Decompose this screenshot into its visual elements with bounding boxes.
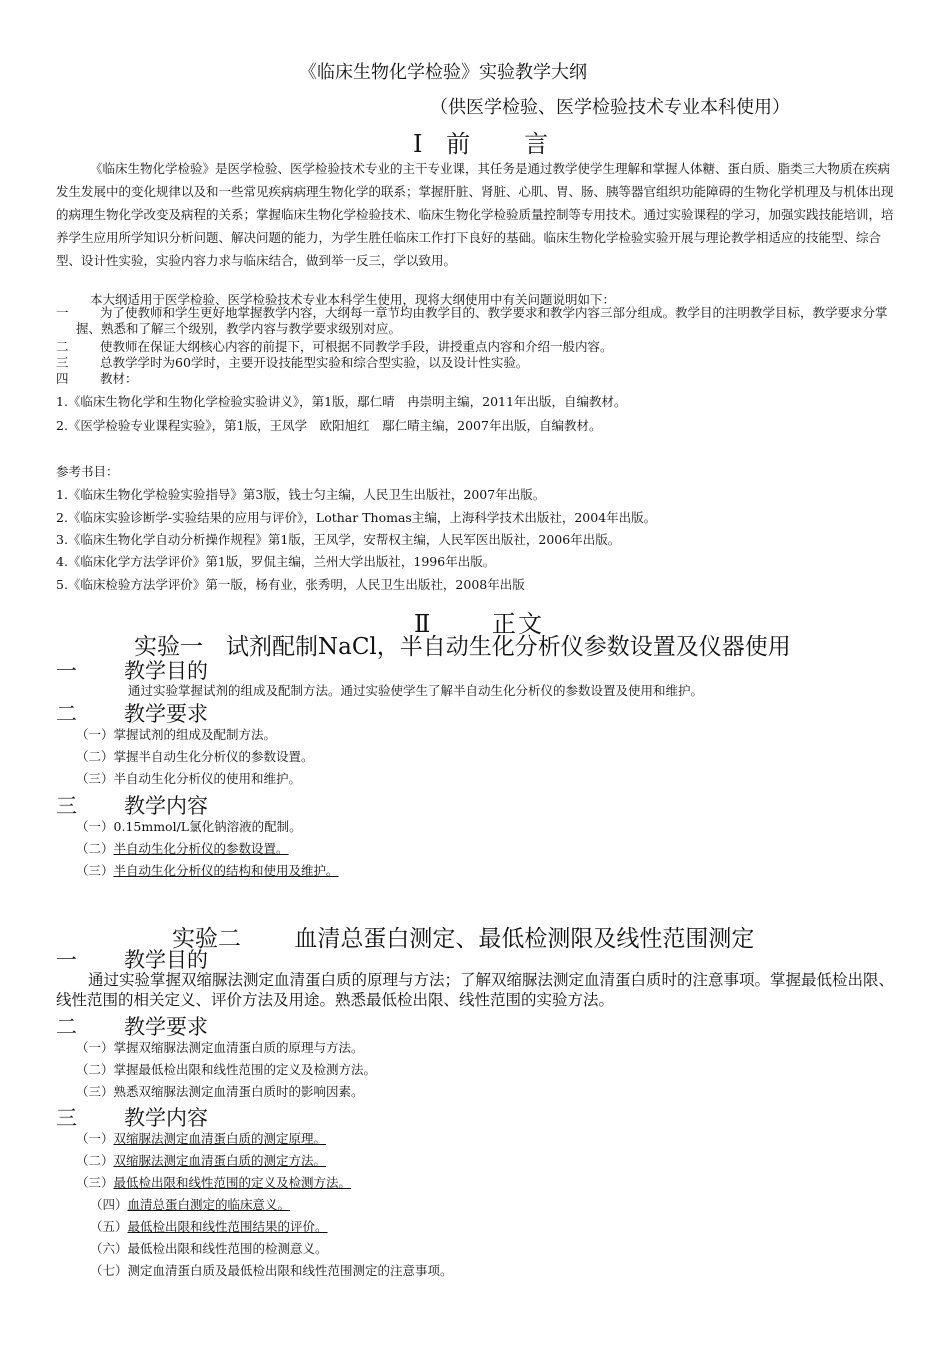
item-text: 半自动生化分析仪的参数设置。 (113, 841, 289, 856)
content-item (76, 1129, 326, 1147)
section-title: 前 言 (446, 130, 551, 158)
item-text: 熟悉双缩脲法测定血清蛋白质时的影响因素。 (113, 1084, 364, 1099)
experiment-title (172, 920, 754, 953)
teaching-goal-text: 通过实验掌握双缩脲法测定血清蛋白质的原理与方法；了解双缩脲法测定血清蛋白质时的注意事项。掌握最低检出限、线性范围的相关定义、评价方法及用途。熟悉最低检出限、线性范围的实验方法。 (56, 971, 895, 1009)
references-label: 参考书目： (56, 464, 119, 479)
item-text: 半自动生化分析仪的结构和使用及维护。 (113, 863, 339, 878)
intro-item-text: 使教师在保证大纲核心内容的前提下，可根据不同教学手段，讲授重点内容和介绍一般内容。 (100, 339, 613, 354)
section-number: Ⅰ (413, 130, 425, 158)
content-item (76, 839, 289, 857)
heading-number: 一 (56, 659, 77, 683)
textbook-item: 2.《医学检验专业课程实验》，第1版，王凤学 欧阳旭红 鄢仁晴主编，2007年出版，自编教材。 (56, 418, 602, 433)
item-text: 掌握双缩脲法测定血清蛋白质的原理与方法。 (113, 1040, 364, 1055)
content-item (76, 1151, 326, 1169)
content-item (90, 1261, 453, 1279)
heading-number: 二 (56, 702, 77, 726)
item-text: 掌握试剂的组成及配制方法。 (113, 727, 277, 742)
heading-teaching-content: 教学内容 (124, 1106, 208, 1130)
requirement-item (76, 747, 314, 765)
item-text: 最低检出限和线性范围结果的评价。 (127, 1219, 328, 1234)
item-number: （一） (76, 1040, 114, 1055)
requirement-item (76, 769, 301, 787)
section-number: Ⅱ (414, 610, 433, 638)
reference-item: 4.《临床化学方法学评价》第1版，罗侃主编，兰州大学出版社，1996年出版。 (56, 554, 496, 569)
reference-item: 2.《临床实验诊断学-实验结果的应用与评价》，Lothar Thomas主编，上海科学技术出版社，2004年出版。 (56, 510, 657, 525)
content-item (76, 1173, 351, 1191)
content-item (90, 1239, 328, 1257)
heading-number: 三 (56, 794, 77, 818)
item-text: 掌握最低检出限和线性范围的定义及检测方法。 (113, 1062, 377, 1077)
requirement-item (76, 1060, 376, 1078)
intro-item-text: 总教学学时为60学时，主要开设技能型实验和综合型实验，以及设计性实验。 (100, 355, 529, 370)
item-number: （六） (90, 1241, 128, 1256)
reference-item: 5.《临床检验方法学评价》第一版，杨有业，张秀明，人民卫生出版社，2008年出版 (56, 577, 525, 592)
item-text: 掌握半自动生化分析仪的参数设置。 (113, 749, 314, 764)
item-text: 最低检出限和线性范围的检测意义。 (127, 1241, 328, 1256)
heading-number: 三 (56, 1106, 77, 1130)
requirement-item (76, 1082, 364, 1100)
item-number: （七） (90, 1263, 128, 1278)
item-text: 0.15mmol/L氯化钠溶液的配制。 (113, 819, 302, 834)
heading-number: 二 (56, 1015, 77, 1039)
item-number: （五） (90, 1219, 128, 1234)
heading-teaching-goal: 教学目的 (124, 948, 208, 972)
intro-usage-note: 本大纲适用于医学检验、医学检验技术专业本科学生使用，现将大纲使用中有关问题说明如下： (90, 292, 616, 307)
item-text: 最低检出限和线性范围的定义及检测方法。 (113, 1175, 352, 1190)
intro-item-num: 二 (56, 339, 69, 354)
content-item (76, 861, 339, 879)
section-title: 正文 (491, 610, 544, 638)
heading-number: 一 (56, 948, 77, 972)
content-item (76, 817, 302, 835)
item-text: 双缩脲法测定血清蛋白质的测定方法。 (113, 1153, 327, 1168)
item-text: 血清总蛋白测定的临床意义。 (127, 1197, 291, 1212)
item-number: （三） (76, 863, 114, 878)
item-text: 测定血清蛋白质及最低检出限和线性范围测定的注意事项。 (127, 1263, 453, 1278)
intro-item-num: 四 (56, 371, 69, 386)
textbook-item: 1.《临床生物化学和生物化学检验实验讲义》，第1版，鄢仁晴 冉崇明主编，2011年出版，自编教材。 (56, 394, 627, 409)
item-number: （三） (76, 771, 114, 786)
section-heading-preface (413, 124, 550, 159)
item-number: （一） (76, 819, 114, 834)
item-number: （一） (76, 727, 114, 742)
item-number: （二） (76, 1153, 114, 1168)
item-text: 半自动生化分析仪的使用和维护。 (113, 771, 302, 786)
item-number: （一） (76, 1131, 114, 1146)
heading-teaching-content: 教学内容 (124, 794, 208, 818)
item-number: （二） (76, 1062, 114, 1077)
item-number: （二） (76, 749, 114, 764)
document-subtitle: （供医学检验、医学检验技术专业本科使用） (430, 97, 790, 118)
heading-teaching-requirements: 教学要求 (124, 702, 208, 726)
item-number: （四） (90, 1197, 128, 1212)
item-text: 双缩脲法测定血清蛋白质的测定原理。 (113, 1131, 327, 1146)
item-number: （二） (76, 841, 114, 856)
heading-teaching-requirements: 教学要求 (124, 1015, 208, 1039)
content-item (90, 1195, 290, 1213)
reference-item: 3.《临床生物化学自动分析操作规程》第1版，王凤学，安帮权主编，人民军医出版社，2006年出版。 (56, 532, 621, 547)
item-number: （三） (76, 1175, 114, 1190)
experiment-title: 实验一 试剂配制NaCl，半自动生化分析仪参数设置及仪器使用 (134, 634, 791, 660)
item-number: （三） (76, 1084, 114, 1099)
intro-item-text: 为了使教师和学生更好地掌握教学内容，大纲每一章节均由教学目的、教学要求和教学内容三部分组成。教学目的注明教学目标，教学要求分掌握、熟悉和了解三个级别，教学内容与教学要求级别对应。 (76, 305, 888, 336)
experiment-name: 血清总蛋白测定、最低检测限及线性范围测定 (294, 926, 755, 952)
teaching-goal-text: 通过实验掌握试剂的组成及配制方法。通过实验使学生了解半自动生化分析仪的参数设置及使用和维护。 (128, 683, 704, 698)
intro-item-num: 一 (56, 305, 69, 320)
content-item (90, 1217, 328, 1235)
heading-teaching-goal: 教学目的 (124, 659, 208, 683)
requirement-item (76, 1038, 364, 1056)
document-title: 《临床生物化学检验》实验教学大纲 (299, 62, 587, 83)
intro-item-text: 教材： (100, 371, 138, 386)
experiment-number: 实验二 (172, 926, 241, 952)
requirement-item (76, 725, 276, 743)
reference-item: 1.《临床生物化学检验实验指导》第3版，钱士匀主编，人民卫生出版社，2007年出版。 (56, 487, 546, 502)
intro-item-num: 三 (56, 355, 69, 370)
intro-paragraph: 《临床生物化学检验》是医学检验、医学检验技术专业的主干专业课，其任务是通过教学使学生理解和掌握人体糖、蛋白质、脂类三大物质在疾病发生发展中的变化规律以及和一些常见疾病病理生物化学的联系；掌握肝脏、肾脏、心肌、胃、肠、胰等器官组织功能障碍的生物化学机理及与机体出现的病理生物化学改变及病程的关系；掌握临床生物化学检验技术、临床生物化学检验质量控制等专用技术。通过实验课程的学习，加强实践技能培训，培养学生应用所学知识分析问题、解决问题的能力，为学生胜任临床工作打下良好的基础。临床生物化学检验实验开展与理论教学相适应的技能型、综合型、设计性实验，实验内容力求与临床结合，做到举一反三，学以致用。 (56, 161, 894, 268)
